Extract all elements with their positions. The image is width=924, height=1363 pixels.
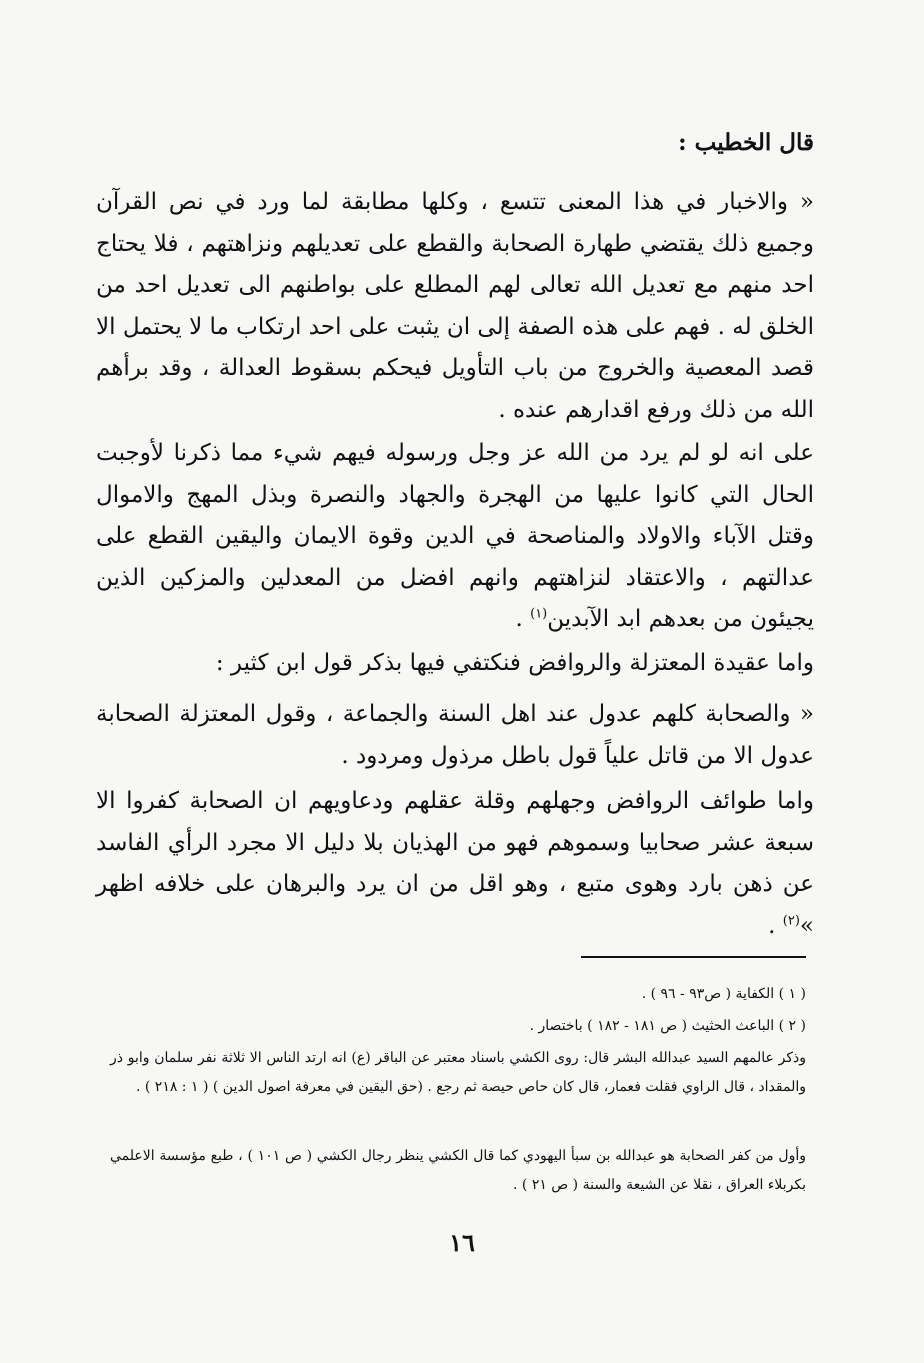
section-heading <box>96 122 814 164</box>
paragraph-body: على انه لو لم يرد من الله عز وجل ورسوله فيهم شيء مما ذكرنا لأوجبت الحال التي كانوا عليها من الهجرة والجهاد والنصرة وبذل المهج والاموال وقتل الآباء والاولاد والمناصحة في الدين وقوة الايمان واليقين القطع على عدالتهم ، والاعتقاد لنزاهتهم وانهم افضل من المعدلين والمزكين الذين يجيئون من بعدهم ابد الآبدين <box>96 440 814 632</box>
footnote-1 <box>110 980 806 1009</box>
footnote-text: وأول من كفر الصحابة هو عبدالله بن سبأ اليهودي كما قال الكشي ينظر رجال الكشي ( ص ١٠١ ) ، طبع مؤسسة الاعلمي بكربلاء العراق ، نقلا عن الشيعة والسنة ( ص ٢١ ) . <box>110 1148 806 1193</box>
paragraph-end: . <box>768 912 783 939</box>
footnote-separator <box>581 956 806 958</box>
paragraph-end: . <box>515 606 531 632</box>
quote-paragraph-ibn-kathir <box>96 694 814 777</box>
footnote-reference-2: (٢) <box>782 912 800 928</box>
paragraph-body: واما طوائف الروافض وجهلهم وقلة عقلهم ودعاويهم ان الصحابة كفروا الا سبعة عشر صحابيا وسموهم فهو من الهذيان بلا دليل الا مجرد الرأي الفاسد عن ذهن بارد وهوى متبع ، وهو اقل من ان يرد والبرهان على خلافه اظهر » <box>96 788 814 939</box>
footnote-reference-1: (١) <box>530 606 548 622</box>
quote-paragraph-khatib <box>96 182 814 431</box>
footnote-note-bishr <box>110 1044 806 1102</box>
paragraph-text <box>96 781 814 947</box>
paragraph-text <box>96 433 814 641</box>
paragraph-justice-of-companions <box>96 433 814 641</box>
footnote-text: ( ٢ ) الباعث الحثيث ( ص ١٨١ - ١٨٢ ) باختصار . <box>529 1018 806 1034</box>
paragraph-mutazila-intro <box>96 643 814 685</box>
paragraph-text: « والصحابة كلهم عدول عند اهل السنة والجماعة ، وقول المعتزلة الصحابة عدول الا من قاتل علياً قول باطل مرذول ومردود . <box>96 701 814 769</box>
paragraph-rawafid <box>96 781 814 947</box>
footnote-note-ibn-saba <box>110 1142 806 1200</box>
footnote-2 <box>110 1012 806 1041</box>
footnote-text: ( ١ ) الكفاية ( ص٩٣ - ٩٦ ) . <box>641 986 806 1002</box>
heading-text: قال الخطيب : <box>678 129 814 156</box>
page-number: ١٦ <box>449 1228 475 1257</box>
paragraph-text: « والاخبار في هذا المعنى تتسع ، وكلها مطابقة لما ورد في نص القرآن وجميع ذلك يقتضي طهارة الصحابة والقطع على تعديلهم ونزاهتهم ، فلا يحتاج احد منهم مع تعديل الله تعالى لهم المطلع على بواطنهم الى تعديل احد من الخلق له . فهم على هذه الصفة إلى ان يثبت على احد ارتكاب ما لا يحتمل الا قصد المعصية والخروج من باب التأويل فيحكم بسقوط العدالة ، وقد برأهم الله من ذلك ورفع اقدارهم عنده . <box>96 189 814 423</box>
paragraph-text: واما عقيدة المعتزلة والروافض فنكتفي فيها بذكر قول ابن كثير : <box>215 650 814 676</box>
footnote-text: وذكر عالمهم السيد عبدالله البشر قال: روى الكشي باسناد معتبر عن الباقر (ع) انه ارتد الناس الا ثلاثة نفر سلمان وابو ذر والمقداد ، قال الراوي فقلت فعمار، قال كان حاص حيصة ثم رجع . (حق اليقين في معرفة اصول الدين ) ( ١ : ٢١٨ ) . <box>110 1050 806 1095</box>
